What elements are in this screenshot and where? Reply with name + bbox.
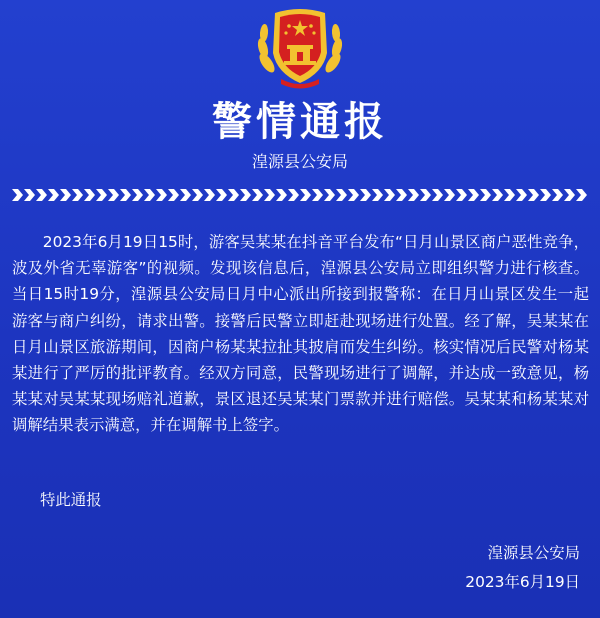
bulletin-body: 2023年6月19日15时，游客吴某某在抖音平台发布“日月山景区商户恶性竞争，波及外省无辜游客”的视频。发现该信息后，湟源县公安局立即组织警力进行核查。当日15时19分，湟源县公安局日月中心派出所接到报警称：在日月山景区发生一起游客与商户纠纷，请求出警。接警后民警立即赶赴现场进行处置。经了解，吴某某在日月山景区旅游期间，因商户杨某某拉扯其披肩而发生纠纷。核实情况后民警对杨某某进行了严厉的批评教育。经双方同意，民警现场进行了调解，并达成一致意见，杨某某对吴某某现场赔礼道歉，景区退还吴某某门票款并进行赔偿。吴某某和杨某某对调解结果表示满意，并在调解书上签字。: [12, 233, 589, 435]
police-emblem-icon: [253, 3, 347, 93]
bulletin-title: 警情通报: [212, 99, 388, 145]
closing-phrase: 特此通报: [40, 491, 102, 509]
signature-date: 2023年6月19日: [465, 573, 580, 591]
signature-organization: 湟源县公安局: [487, 544, 580, 562]
chevron-divider: [12, 186, 588, 198]
issuer-name: 湟源县公安局: [251, 152, 348, 171]
